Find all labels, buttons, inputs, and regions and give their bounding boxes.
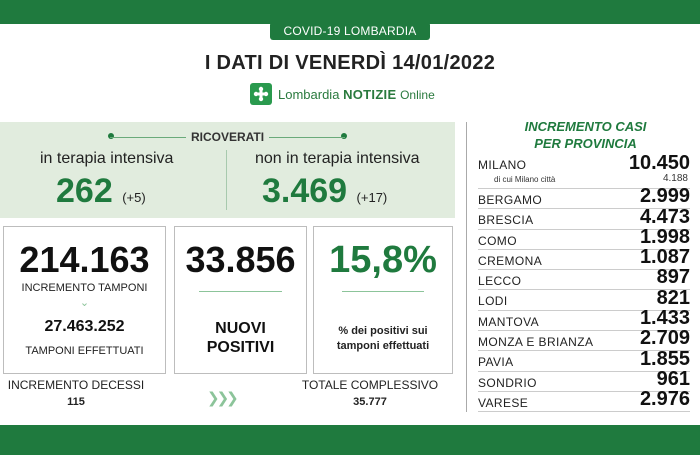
decessi-value: 115 [67, 396, 85, 408]
province-value: 4.473 [639, 205, 690, 228]
logo-online: Online [400, 87, 435, 102]
province-name: PAVIA [478, 355, 514, 370]
non-intensive-label: non in terapia intensiva [255, 150, 420, 167]
decessi-block [6, 378, 146, 408]
province-value: 2.976 [639, 388, 690, 411]
top-bar [0, 0, 700, 24]
intensive-delta: (+5) [122, 190, 146, 205]
province-value: 2.999 [639, 185, 690, 208]
province-name: LECCO [478, 274, 522, 289]
tamponi-value: 214.163 [19, 239, 150, 280]
header-label: COVID-19 LOMBARDIA [270, 22, 430, 40]
percentuale-label [314, 324, 452, 354]
logo [250, 82, 435, 106]
page-title: I DATI DI VENERDÌ 14/01/2022 [204, 52, 496, 74]
province-name: MONZA E BRIANZA [478, 335, 594, 350]
province-value: 10.450 [628, 152, 690, 174]
divider [342, 291, 424, 292]
milano-city-value: 4.188 [662, 173, 688, 184]
intensive-value: 262 [56, 172, 113, 210]
province-value: 1.855 [639, 347, 690, 370]
province-title-line1: INCREMENTO CASI [524, 119, 647, 134]
intensive-label: in terapia intensiva [40, 150, 174, 167]
logo-brand: Lombardia [278, 86, 340, 102]
province-row [478, 388, 690, 412]
province-title [493, 118, 678, 152]
province-name: BERGAMO [478, 193, 543, 207]
province-row-milano [478, 154, 690, 189]
non-intensive-delta: (+17) [356, 190, 388, 205]
percentuale-value: 15,8% [329, 239, 437, 281]
province-value: 897 [656, 266, 690, 289]
tamponi-total-label: TAMPONI EFFETTUATI [25, 345, 144, 357]
positivi-label-line2: POSITIVI [206, 339, 275, 356]
logo-notizie: NOTIZIE [343, 86, 397, 102]
divider [466, 122, 467, 412]
chevrons-right-icon: ❯❯❯ [207, 390, 236, 407]
province-value: 1.998 [639, 225, 690, 248]
divider [199, 291, 282, 292]
province-rows [478, 185, 690, 412]
bottom-bar [0, 425, 700, 455]
province-name: LODI [478, 294, 508, 309]
positivi-label [175, 319, 306, 357]
positivi-value: 33.856 [185, 239, 296, 280]
province-value: 2.709 [639, 327, 690, 350]
province-value: 1.433 [639, 307, 690, 330]
province-name: MILANO [478, 158, 527, 172]
province-value: 1.087 [639, 246, 690, 269]
decessi-total-value: 35.777 [353, 396, 387, 408]
province-name: SONDRIO [478, 375, 537, 390]
logo-text [278, 87, 435, 102]
province-name: CREMONA [478, 253, 543, 268]
province-name: MANTOVA [478, 314, 540, 329]
province-value: 961 [656, 367, 690, 390]
decessi-label: INCREMENTO DECESSI [7, 378, 145, 392]
tamponi-label: INCREMENTO TAMPONI [21, 282, 148, 294]
intensive-stat [56, 172, 146, 211]
decessi-total-block [290, 378, 450, 408]
province-name: VARESE [478, 395, 529, 410]
lombardia-cross-icon [250, 83, 272, 105]
province-value: 821 [656, 286, 690, 309]
milano-city-label: di cui Milano città [494, 175, 556, 184]
province-name: BRESCIA [478, 213, 534, 228]
chevron-down-icon: ⌄ [79, 297, 90, 309]
non-intensive-stat [262, 172, 387, 211]
province-name: COMO [478, 233, 517, 248]
tamponi-card [3, 226, 166, 374]
non-intensive-value: 3.469 [262, 172, 348, 210]
tamponi-total-value: 27.463.252 [44, 318, 125, 335]
percentuale-label-line2: tamponi effettuati [336, 340, 430, 352]
percentuale-label-line1: % dei positivi sui [338, 325, 428, 337]
ricoverati-heading: RICOVERATI [110, 130, 345, 144]
divider [226, 150, 227, 210]
positivi-label-line1: NUOVI [215, 320, 266, 337]
province-title-line2: PER PROVINCIA [534, 136, 637, 151]
decessi-total-label: TOTALE COMPLESSIVO [301, 378, 439, 392]
positivi-card [174, 226, 307, 374]
percentuale-card [313, 226, 453, 374]
province-list [478, 154, 690, 412]
